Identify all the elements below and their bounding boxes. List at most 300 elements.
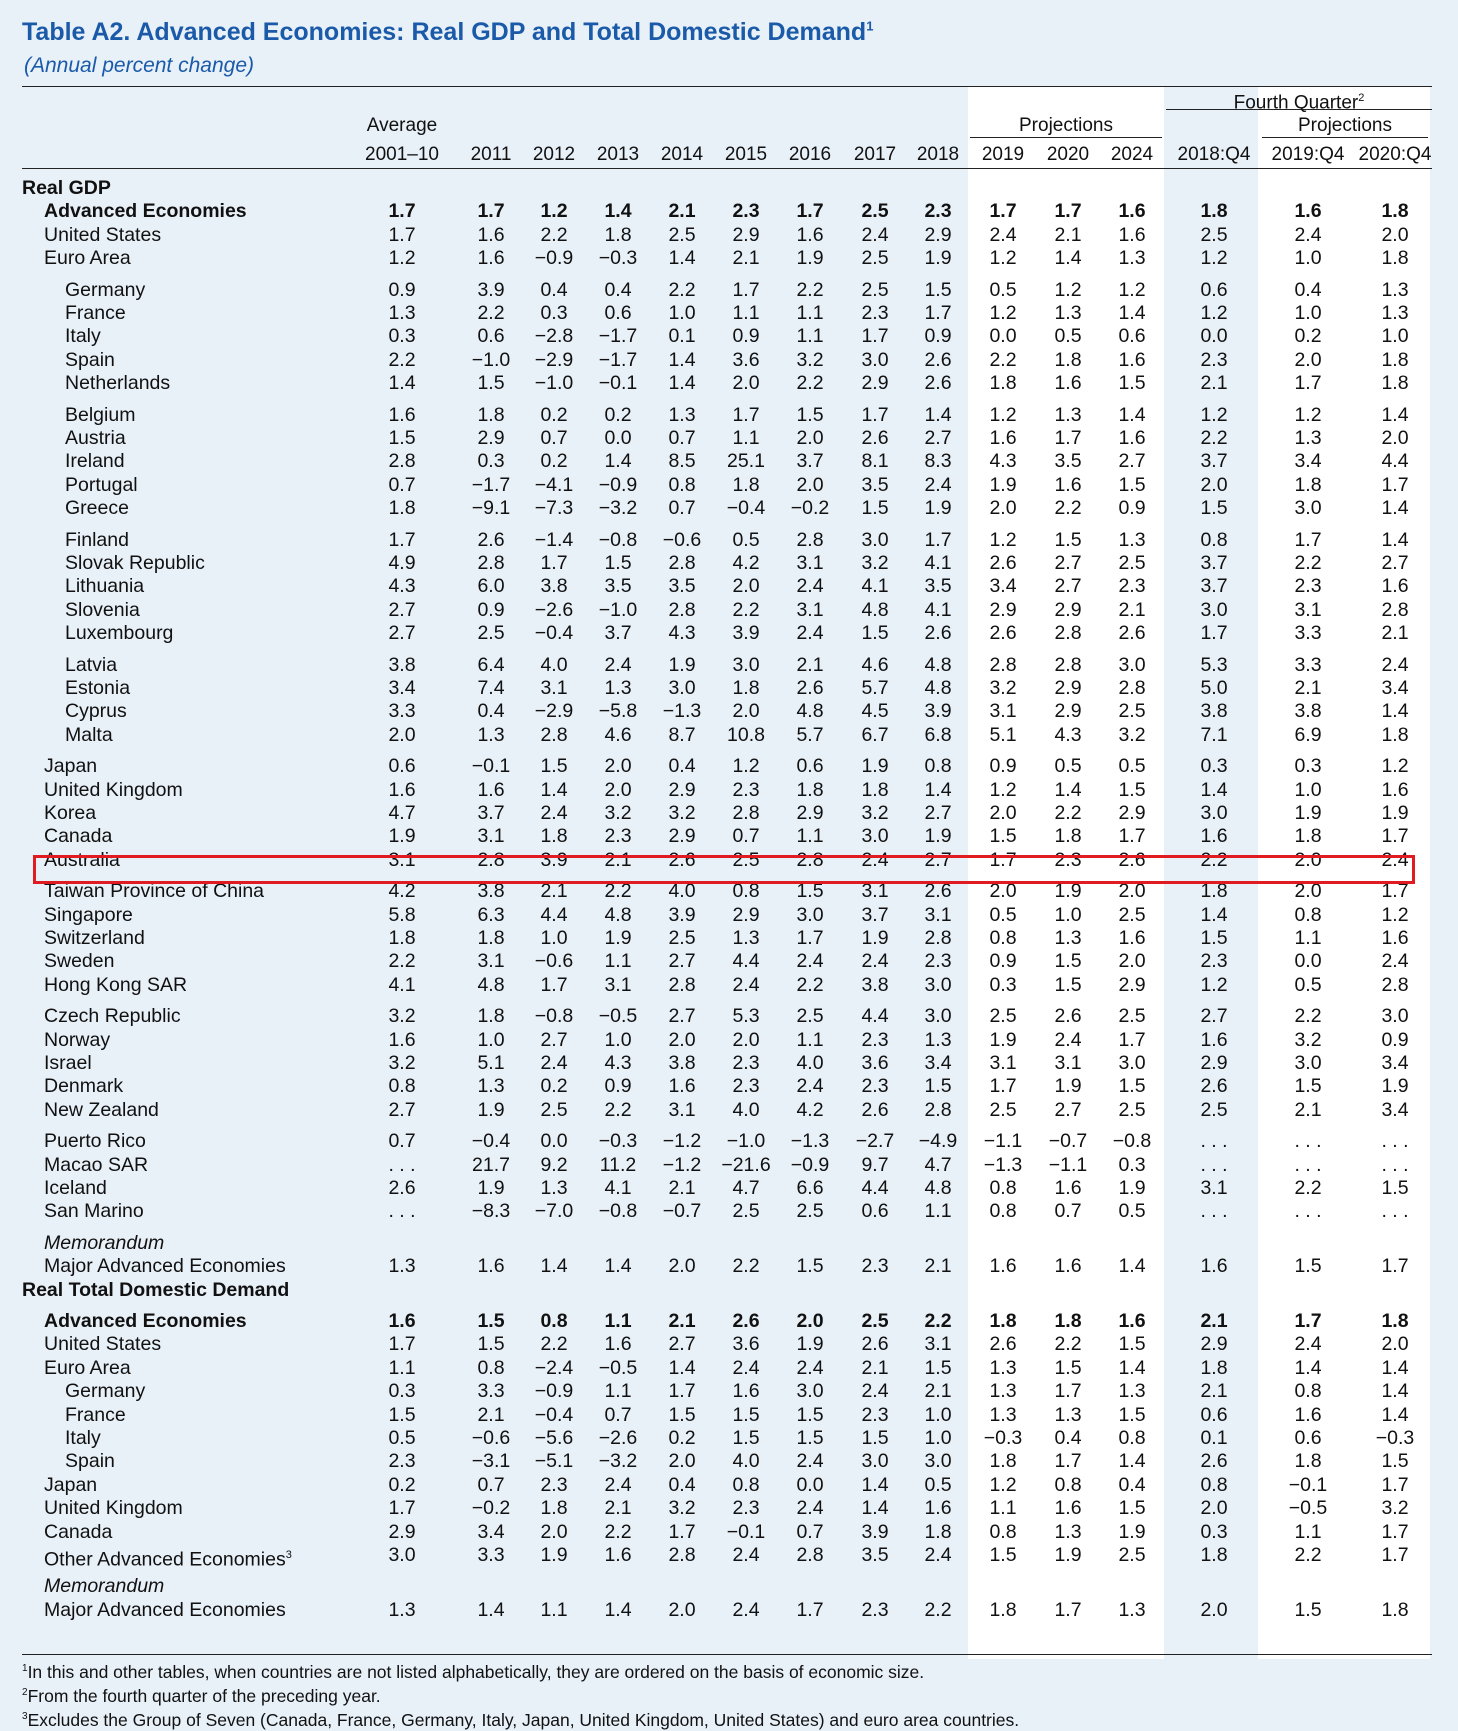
value-cell: 1.8: [796, 778, 824, 801]
value-cell: 3.7: [604, 622, 632, 645]
value-cell: 1.7: [1381, 880, 1409, 903]
value-cell: 2.2: [1200, 427, 1228, 449]
value-cell: 1.2: [1294, 403, 1322, 426]
value-cell: 2.1: [1294, 677, 1322, 699]
value-cell: −0.8: [598, 1200, 638, 1223]
row-label: New Zealand: [44, 1098, 159, 1121]
value-cell: 1.3: [668, 403, 696, 426]
value-cell: 1.1: [1294, 1520, 1322, 1543]
value-cell: 1.6: [1054, 372, 1082, 395]
value-cell: 1.5: [796, 403, 824, 426]
row-label: Singapore: [44, 903, 133, 926]
value-cell: 2.0: [732, 575, 760, 598]
value-cell: 2.3: [1200, 348, 1228, 371]
column-header: 2024: [1110, 144, 1154, 165]
value-cell: 0.8: [732, 880, 760, 903]
value-cell: 2.7: [668, 950, 696, 973]
value-cell: 2.4: [796, 575, 824, 598]
value-cell: 1.8: [477, 403, 505, 426]
value-cell: 1.0: [604, 1028, 632, 1051]
value-cell: 1.8: [1200, 1544, 1228, 1566]
value-cell: 2.2: [1200, 848, 1228, 871]
value-cell: 4.3: [668, 622, 696, 645]
row-label: Australia: [44, 848, 120, 871]
table-row: [0, 1404, 1458, 1427]
row-label: Latvia: [65, 653, 118, 676]
value-cell: 2.9: [1054, 677, 1082, 699]
value-cell: 1.7: [1381, 1520, 1409, 1543]
value-cell: 2.0: [668, 1450, 696, 1473]
value-cell: −5.1: [534, 1450, 574, 1473]
table-row: [0, 927, 1458, 950]
value-cell: 1.3: [989, 1403, 1017, 1426]
value-cell: 1.7: [1381, 825, 1409, 848]
value-cell: 1.3: [1054, 302, 1082, 324]
row-label: Netherlands: [65, 372, 171, 395]
value-cell: 1.3: [732, 927, 760, 949]
value-cell: −0.9: [534, 247, 574, 270]
value-cell: 1.8: [604, 223, 632, 246]
value-cell: 3.8: [668, 1052, 696, 1074]
value-cell: 6.7: [861, 723, 889, 746]
value-cell: 2.5: [477, 622, 505, 645]
value-cell: 0.8: [732, 1473, 760, 1496]
table-row: [0, 552, 1458, 575]
value-cell: 1.9: [1054, 1544, 1082, 1566]
row-label: Cyprus: [65, 700, 127, 723]
value-cell: 1.1: [924, 1200, 952, 1223]
value-cell: 2.1: [1200, 372, 1228, 395]
value-cell: . . .: [1294, 1130, 1322, 1153]
value-cell: −0.5: [1288, 1497, 1328, 1520]
value-cell: 2.1: [604, 1497, 632, 1520]
value-cell: 1.6: [1118, 200, 1146, 223]
value-cell: 5.3: [1200, 653, 1228, 676]
value-cell: 2.2: [796, 278, 824, 301]
value-cell: 1.1: [989, 1497, 1017, 1520]
value-cell: −1.3: [662, 700, 702, 723]
column-header: 2014: [660, 144, 704, 165]
value-cell: 2.3: [861, 1075, 889, 1098]
row-label: Canada: [44, 1520, 113, 1543]
value-cell: −0.7: [662, 1200, 702, 1223]
value-cell: 2.1: [796, 653, 824, 676]
value-cell: 0.8: [1294, 1380, 1322, 1403]
value-cell: 1.5: [796, 1255, 824, 1278]
value-cell: 3.5: [1054, 450, 1082, 473]
row-label: Euro Area: [44, 247, 131, 270]
value-cell: 1.9: [989, 1028, 1017, 1051]
value-cell: 1.8: [1054, 348, 1082, 371]
value-cell: 0.3: [1200, 755, 1228, 778]
value-cell: 2.0: [732, 700, 760, 723]
value-cell: 3.0: [1381, 1005, 1409, 1028]
value-cell: 2.1: [1381, 622, 1409, 645]
value-cell: 2.6: [1054, 1005, 1082, 1028]
value-cell: 9.7: [861, 1153, 889, 1176]
value-cell: 1.4: [1200, 778, 1228, 801]
value-cell: 1.2: [1200, 247, 1228, 270]
value-cell: 3.9: [732, 622, 760, 645]
value-cell: −0.2: [790, 497, 830, 520]
value-cell: 2.0: [989, 802, 1017, 824]
value-cell: 1.4: [1054, 778, 1082, 801]
value-cell: 3.6: [732, 348, 760, 371]
value-cell: 1.8: [477, 1005, 505, 1028]
value-cell: 3.4: [477, 1520, 505, 1543]
value-cell: −0.7: [1048, 1130, 1088, 1153]
value-cell: 2.4: [861, 1380, 889, 1403]
value-cell: 2.2: [604, 1098, 632, 1121]
value-cell: 3.9: [540, 848, 568, 871]
value-cell: 1.7: [1381, 473, 1409, 496]
value-cell: 1.5: [1200, 497, 1228, 520]
value-cell: 1.3: [388, 302, 416, 324]
value-cell: 1.5: [388, 1403, 416, 1426]
q4-proj-rule: [1262, 137, 1428, 138]
table-row: [0, 1380, 1458, 1403]
value-cell: 1.4: [1118, 1255, 1146, 1278]
value-cell: 2.9: [989, 598, 1017, 621]
value-cell: −5.6: [534, 1427, 574, 1449]
value-cell: 3.8: [1200, 700, 1228, 723]
value-cell: 0.9: [732, 325, 760, 348]
value-cell: 1.3: [540, 1177, 568, 1199]
value-cell: 6.8: [924, 723, 952, 746]
value-cell: 3.0: [388, 1544, 416, 1566]
table-row: [0, 224, 1458, 247]
table-row: [0, 1310, 1458, 1333]
value-cell: 1.3: [388, 1255, 416, 1278]
value-cell: 1.8: [732, 473, 760, 496]
table-row: [0, 575, 1458, 598]
value-cell: 0.7: [477, 1473, 505, 1496]
column-header: 2020:Q4: [1358, 144, 1432, 165]
value-cell: 1.4: [477, 1598, 505, 1621]
value-cell: 3.5: [668, 575, 696, 598]
row-label: Denmark: [44, 1075, 124, 1098]
value-cell: 3.4: [924, 1052, 952, 1074]
value-cell: 0.9: [989, 950, 1017, 973]
value-cell: 1.8: [1200, 200, 1228, 223]
value-cell: 1.4: [604, 200, 632, 223]
row-label: United Kingdom: [44, 1497, 183, 1520]
value-cell: 1.4: [604, 1255, 632, 1278]
row-label: Greece: [65, 497, 129, 520]
value-cell: 3.1: [668, 1098, 696, 1121]
value-cell: 5.1: [477, 1052, 505, 1074]
value-cell: 0.6: [604, 302, 632, 324]
value-cell: 6.6: [796, 1177, 824, 1199]
value-cell: 1.1: [604, 1380, 632, 1403]
table-row: [0, 1154, 1458, 1177]
value-cell: 4.1: [604, 1177, 632, 1199]
value-cell: 0.8: [989, 1200, 1017, 1223]
value-cell: 2.1: [668, 200, 696, 223]
value-cell: 3.1: [1294, 598, 1322, 621]
value-cell: 2.9: [732, 903, 760, 926]
value-cell: 0.2: [540, 403, 568, 426]
value-cell: 1.2: [540, 200, 568, 223]
value-cell: 2.2: [989, 348, 1017, 371]
value-cell: 1.5: [1200, 927, 1228, 949]
value-cell: 0.4: [1118, 1473, 1146, 1496]
value-cell: 1.7: [477, 200, 505, 223]
row-label: Germany: [65, 1380, 146, 1403]
value-cell: 1.9: [989, 473, 1017, 496]
value-cell: 1.7: [1118, 1028, 1146, 1051]
value-cell: 2.6: [989, 622, 1017, 645]
value-cell: 1.3: [1294, 427, 1322, 449]
value-cell: 0.9: [388, 278, 416, 301]
row-label: Memorandum: [44, 1231, 165, 1254]
value-cell: 3.0: [1200, 598, 1228, 621]
value-cell: 1.5: [924, 278, 952, 301]
value-cell: 1.8: [732, 677, 760, 699]
value-cell: 1.5: [604, 552, 632, 574]
value-cell: 2.4: [796, 622, 824, 645]
value-cell: 2.1: [1200, 1310, 1228, 1332]
value-cell: 3.7: [1200, 575, 1228, 598]
value-cell: 1.6: [1118, 348, 1146, 371]
value-cell: 0.7: [388, 1130, 416, 1153]
value-cell: 0.0: [989, 325, 1017, 348]
value-cell: 2.9: [1054, 700, 1082, 723]
value-cell: 0.7: [668, 427, 696, 449]
row-label: Estonia: [65, 677, 131, 699]
value-cell: 1.3: [1118, 247, 1146, 270]
value-cell: . . .: [1200, 1200, 1228, 1223]
value-cell: −0.3: [983, 1427, 1023, 1449]
value-cell: 8.3: [924, 450, 952, 473]
value-cell: 1.6: [1054, 1255, 1082, 1278]
value-cell: −5.8: [598, 700, 638, 723]
value-cell: 1.3: [604, 677, 632, 699]
value-cell: 2.0: [796, 427, 824, 449]
value-cell: 1.2: [989, 1473, 1017, 1496]
value-cell: −1.1: [983, 1130, 1023, 1153]
value-cell: 1.6: [477, 778, 505, 801]
value-cell: 0.8: [989, 1520, 1017, 1543]
value-cell: 1.3: [1118, 1598, 1146, 1621]
value-cell: 1.4: [924, 403, 952, 426]
value-cell: 2.2: [388, 950, 416, 973]
value-cell: 1.4: [1381, 1380, 1409, 1403]
value-cell: 1.4: [1118, 403, 1146, 426]
value-cell: 0.5: [989, 278, 1017, 301]
value-cell: 0.5: [1118, 1200, 1146, 1223]
value-cell: 2.4: [924, 473, 952, 496]
value-cell: −1.7: [598, 348, 638, 371]
value-cell: 3.2: [989, 677, 1017, 699]
value-cell: 1.4: [1381, 1356, 1409, 1379]
value-cell: 1.7: [924, 528, 952, 551]
value-cell: 0.6: [1118, 325, 1146, 348]
value-cell: 3.2: [604, 802, 632, 824]
value-cell: 2.3: [861, 302, 889, 324]
value-cell: 2.2: [1294, 1544, 1322, 1566]
value-cell: 2.3: [924, 950, 952, 973]
value-cell: 2.0: [668, 1598, 696, 1621]
value-cell: 1.7: [732, 403, 760, 426]
value-cell: 3.1: [861, 880, 889, 903]
section-header-row: [0, 1279, 1458, 1302]
value-cell: −0.9: [598, 473, 638, 496]
value-cell: 1.2: [989, 528, 1017, 551]
value-cell: 1.0: [924, 1427, 952, 1449]
row-label: Memorandum: [44, 1575, 165, 1598]
value-cell: 2.6: [924, 622, 952, 645]
value-cell: −1.2: [662, 1153, 702, 1176]
value-cell: 2.5: [989, 1098, 1017, 1121]
value-cell: 1.6: [1381, 778, 1409, 801]
table-row: [0, 325, 1458, 348]
value-cell: 2.7: [1054, 1098, 1082, 1121]
value-cell: 1.8: [1294, 473, 1322, 496]
value-cell: −0.8: [598, 528, 638, 551]
value-cell: 0.0: [604, 427, 632, 449]
value-cell: −3.2: [598, 497, 638, 520]
value-cell: 3.8: [477, 880, 505, 903]
value-cell: 2.3: [1054, 848, 1082, 871]
value-cell: 2.4: [540, 802, 568, 824]
value-cell: 2.0: [796, 473, 824, 496]
value-cell: 2.5: [1200, 1098, 1228, 1121]
table-row: [0, 1544, 1458, 1571]
value-cell: 2.5: [861, 200, 889, 223]
value-cell: 1.5: [861, 622, 889, 645]
average-header: Average: [366, 115, 438, 136]
projections-header: Projections: [1019, 115, 1113, 136]
value-cell: 2.2: [732, 1255, 760, 1278]
value-cell: 3.0: [732, 653, 760, 676]
value-cell: 2.3: [1294, 575, 1322, 598]
value-cell: 2.6: [732, 1310, 760, 1332]
value-cell: 3.5: [924, 575, 952, 598]
value-cell: 2.2: [796, 973, 824, 996]
row-label: Finland: [65, 528, 129, 551]
value-cell: 0.5: [989, 903, 1017, 926]
value-cell: 8.5: [668, 450, 696, 473]
value-cell: 1.4: [1381, 700, 1409, 723]
value-cell: 0.3: [388, 1380, 416, 1403]
table-row: [0, 755, 1458, 778]
value-cell: 0.9: [924, 325, 952, 348]
value-cell: 1.8: [1381, 200, 1409, 223]
value-cell: 2.3: [924, 200, 952, 223]
value-cell: 4.3: [989, 450, 1017, 473]
value-cell: 2.8: [477, 552, 505, 574]
table-row: [0, 474, 1458, 497]
row-label: Portugal: [65, 473, 138, 496]
value-cell: 1.7: [796, 927, 824, 949]
value-cell: 0.6: [1294, 1427, 1322, 1449]
value-cell: 1.6: [796, 223, 824, 246]
value-cell: 4.8: [924, 653, 952, 676]
value-cell: 1.5: [861, 497, 889, 520]
value-cell: 2.4: [1381, 653, 1409, 676]
value-cell: −0.4: [534, 622, 574, 645]
value-cell: 1.8: [388, 927, 416, 949]
value-cell: −2.7: [855, 1130, 895, 1153]
value-cell: 9.2: [540, 1153, 568, 1176]
value-cell: 1.7: [668, 1380, 696, 1403]
value-cell: 2.8: [732, 802, 760, 824]
value-cell: 3.3: [1294, 653, 1322, 676]
value-cell: 3.0: [1118, 1052, 1146, 1074]
value-cell: 3.0: [1294, 497, 1322, 520]
value-cell: 2.4: [1381, 950, 1409, 973]
column-header: 2013: [596, 144, 640, 165]
value-cell: 1.8: [924, 1520, 952, 1543]
value-cell: 2.5: [861, 247, 889, 270]
value-cell: 2.2: [1294, 1005, 1322, 1028]
value-cell: 3.7: [1200, 450, 1228, 473]
value-cell: 1.0: [1054, 903, 1082, 926]
value-cell: 3.8: [388, 653, 416, 676]
value-cell: 1.9: [796, 247, 824, 270]
value-cell: −0.8: [534, 1005, 574, 1028]
value-cell: 1.5: [1054, 973, 1082, 996]
row-label: Sweden: [44, 950, 115, 973]
value-cell: 2.7: [1200, 1005, 1228, 1028]
value-cell: 1.6: [1294, 200, 1322, 223]
value-cell: 2.7: [1054, 552, 1082, 574]
value-cell: 3.8: [1294, 700, 1322, 723]
value-cell: 0.0: [1200, 325, 1228, 348]
value-cell: 1.8: [1381, 372, 1409, 395]
value-cell: 3.5: [861, 1544, 889, 1566]
table-row: [0, 622, 1458, 645]
value-cell: 2.9: [668, 825, 696, 848]
value-cell: 1.7: [1294, 528, 1322, 551]
value-cell: −8.3: [471, 1200, 511, 1223]
value-cell: 0.8: [540, 1310, 568, 1332]
table-row: [0, 700, 1458, 723]
value-cell: 1.8: [1381, 723, 1409, 746]
value-cell: 2.0: [1118, 950, 1146, 973]
value-cell: 1.5: [1294, 1598, 1322, 1621]
table-row: [0, 779, 1458, 802]
value-cell: 1.9: [796, 1333, 824, 1356]
value-cell: 0.0: [796, 1473, 824, 1496]
value-cell: 1.6: [1054, 473, 1082, 496]
value-cell: 2.5: [1118, 1544, 1146, 1566]
row-label: Spain: [65, 348, 115, 371]
value-cell: 0.8: [1200, 1473, 1228, 1496]
value-cell: . . .: [1381, 1130, 1409, 1153]
value-cell: 1.7: [861, 403, 889, 426]
value-cell: 0.8: [1054, 1473, 1082, 1496]
value-cell: 1.3: [477, 723, 505, 746]
value-cell: 0.4: [1054, 1427, 1082, 1449]
value-cell: 0.7: [540, 427, 568, 449]
value-cell: 4.4: [732, 950, 760, 973]
value-cell: 2.7: [924, 848, 952, 871]
value-cell: −2.9: [534, 348, 574, 371]
value-cell: 1.4: [604, 450, 632, 473]
row-label: Slovak Republic: [65, 552, 205, 574]
value-cell: 1.4: [1381, 1403, 1409, 1426]
value-cell: 1.6: [668, 1075, 696, 1098]
table-row: [0, 1200, 1458, 1223]
value-cell: 2.0: [1381, 223, 1409, 246]
value-cell: 0.6: [1200, 1403, 1228, 1426]
value-cell: 2.0: [1381, 1333, 1409, 1356]
value-cell: 1.4: [1381, 497, 1409, 520]
value-cell: 4.4: [861, 1177, 889, 1199]
value-cell: 0.5: [732, 528, 760, 551]
